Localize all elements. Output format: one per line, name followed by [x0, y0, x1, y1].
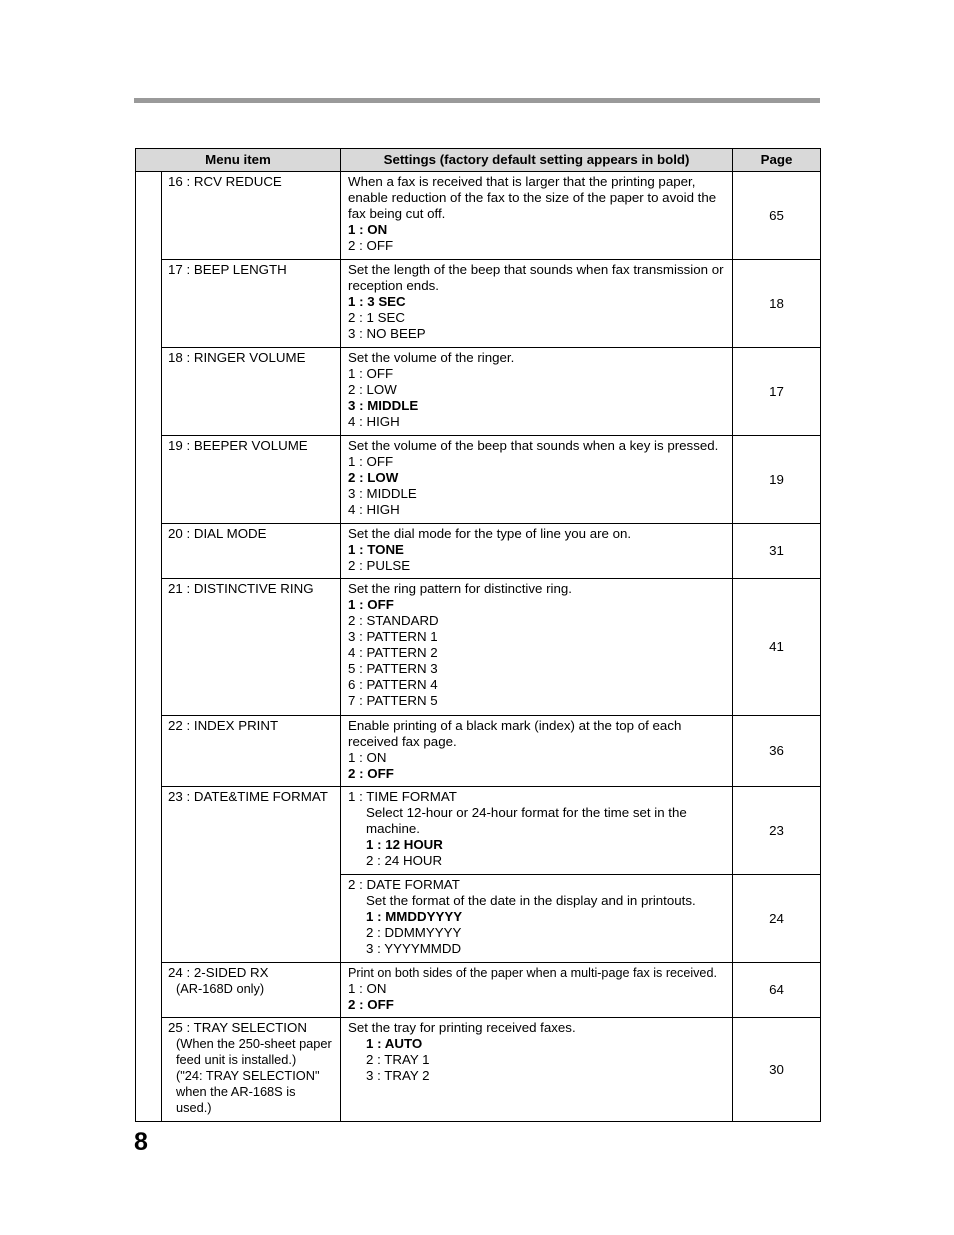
menu-item-18: 18 : RINGER VOLUME	[162, 348, 341, 436]
settings-25: Set the tray for printing received faxes. 1 : AUTO 2 : TRAY 1 3 : TRAY 2	[341, 1018, 733, 1122]
settings-16: When a fax is received that is larger that the printing paper, enable reduction of the fax to the size of the paper to avoid the fax being cut off. 1 : ON 2 : OFF	[341, 172, 733, 260]
top-rule	[134, 98, 820, 103]
header-menu-item: Menu item	[136, 149, 341, 172]
table-row	[136, 260, 821, 348]
table-row	[136, 348, 821, 436]
menu-item-17: 17 : BEEP LENGTH	[162, 260, 341, 348]
menu-item-23: 23 : DATE&TIME FORMAT	[162, 787, 341, 963]
table-row	[136, 524, 821, 579]
page-ref-21: 41	[733, 579, 821, 716]
settings-23-date-format: 2 : DATE FORMAT Set the format of the date in the display and in printouts. 1 : MMDDYYYY 2 : DDMMYYYY 3 : YYYYMMDD	[341, 875, 733, 963]
page-ref-19: 19	[733, 436, 821, 524]
settings-18: Set the volume of the ringer. 1 : OFF 2 : LOW 3 : MIDDLE 4 : HIGH	[341, 348, 733, 436]
page-ref-18: 17	[733, 348, 821, 436]
page-ref-16: 65	[733, 172, 821, 260]
settings-17: Set the length of the beep that sounds when fax transmission or reception ends. 1 : 3 SEC 2 : 1 SEC 3 : NO BEEP	[341, 260, 733, 348]
menu-item-19: 19 : BEEPER VOLUME	[162, 436, 341, 524]
menu-item-22: 22 : INDEX PRINT	[162, 716, 341, 787]
table-header-row	[136, 149, 821, 172]
settings-table	[135, 148, 821, 1122]
page-number: 8	[134, 1128, 148, 1156]
menu-item-21: 21 : DISTINCTIVE RING	[162, 579, 341, 716]
settings-24: Print on both sides of the paper when a multi-page fax is received. 1 : ON 2 : OFF	[341, 963, 733, 1018]
table-row	[136, 1018, 821, 1122]
settings-19: Set the volume of the beep that sounds when a key is pressed. 1 : OFF 2 : LOW 3 : MIDDLE 4 : HIGH	[341, 436, 733, 524]
settings-23-time-format: 1 : TIME FORMAT Select 12-hour or 24-hour format for the time set in the machine. 1 : 12 HOUR 2 : 24 HOUR	[341, 787, 733, 875]
page-ref-17: 18	[733, 260, 821, 348]
page-ref-23-time: 23	[733, 787, 821, 875]
page-ref-24: 64	[733, 963, 821, 1018]
menu-item-16: 16 : RCV REDUCE	[162, 172, 341, 260]
settings-21: Set the ring pattern for distinctive ring. 1 : OFF 2 : STANDARD 3 : PATTERN 1 4 : PATTERN 2 5 : PATTERN 3 6 : PATTERN 4 7 : PATTERN 5	[341, 579, 733, 716]
table-row	[136, 172, 821, 260]
settings-20: Set the dial mode for the type of line you are on. 1 : TONE 2 : PULSE	[341, 524, 733, 579]
header-page: Page	[733, 149, 821, 172]
menu-item-20: 20 : DIAL MODE	[162, 524, 341, 579]
page-ref-22: 36	[733, 716, 821, 787]
page-ref-23-date: 24	[733, 875, 821, 963]
menu-item-24: 24 : 2-SIDED RX (AR-168D only)	[162, 963, 341, 1018]
page-ref-25: 30	[733, 1018, 821, 1122]
table-row	[136, 787, 821, 875]
table-row	[136, 579, 821, 716]
settings-22: Enable printing of a black mark (index) at the top of each received fax page. 1 : ON 2 : OFF	[341, 716, 733, 787]
menu-item-25: 25 : TRAY SELECTION (When the 250-sheet paper feed unit is installed.) ("24: TRAY SELECTION" when the AR-168S is used.)	[162, 1018, 341, 1122]
header-settings: Settings (factory default setting appears in bold)	[341, 149, 733, 172]
table-row	[136, 716, 821, 787]
table-row	[136, 436, 821, 524]
page-ref-20: 31	[733, 524, 821, 579]
table-row	[136, 963, 821, 1018]
